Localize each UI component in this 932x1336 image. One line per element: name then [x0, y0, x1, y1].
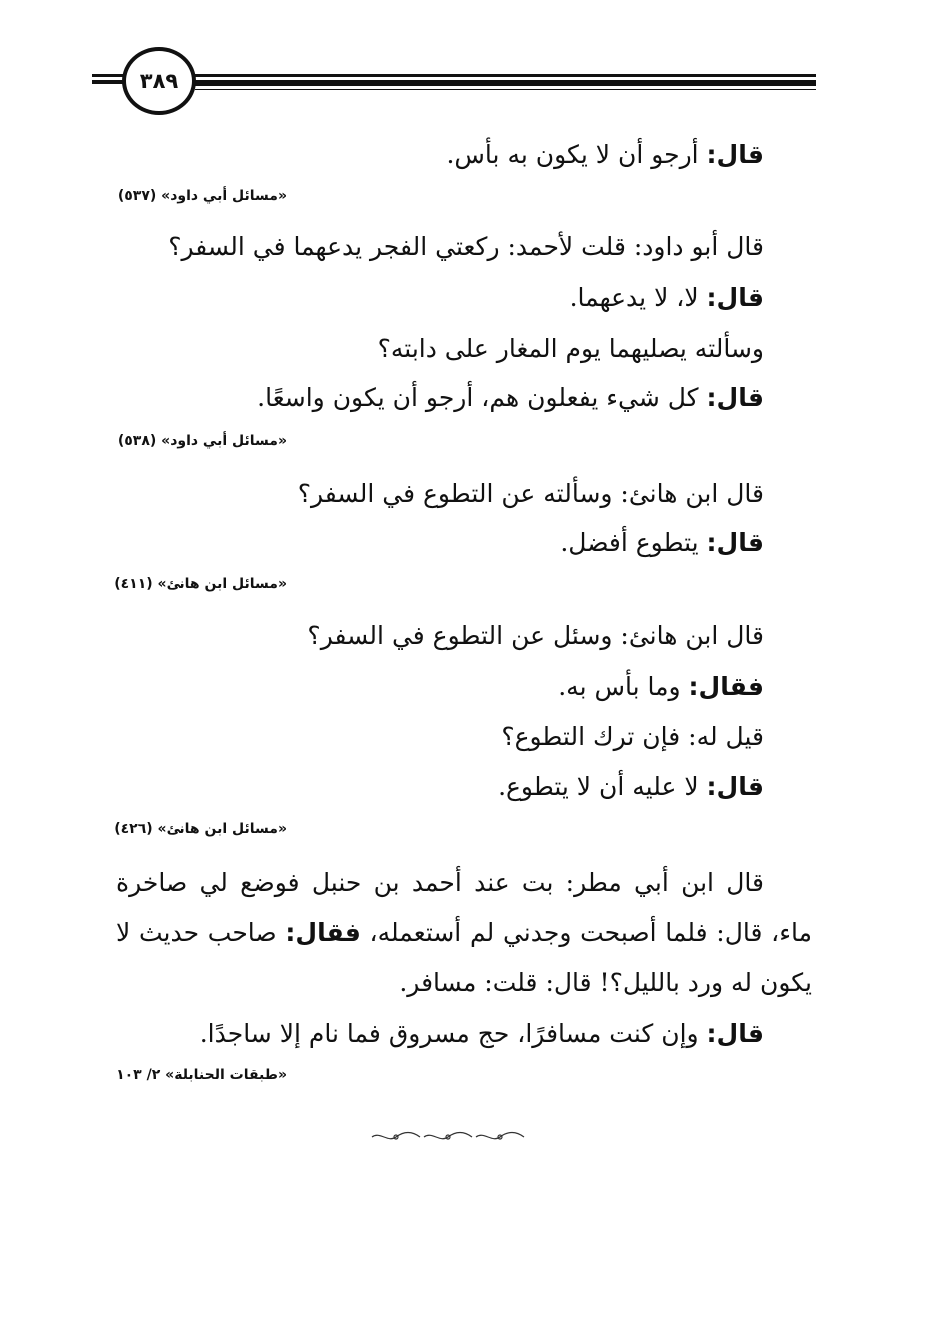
speaker-label: فقال: [285, 918, 361, 947]
line-text: لا، لا يدعهما. [569, 283, 707, 312]
speaker-label: قال: [706, 528, 764, 557]
paragraph-text: قال ابن أبي مطر: بت عند أحمد بن حنبل فوضع لي صاخرة ماء، قال: فلما أصبحت وجدني لم أستعمله، [116, 868, 813, 947]
text-line [298, 481, 764, 506]
text-line [446, 142, 764, 167]
text-line [570, 285, 764, 310]
text-line [560, 530, 764, 555]
speaker-label: فقال: [688, 672, 764, 701]
divider-ornament [370, 1130, 526, 1144]
line-text: قال ابن هانئ: وسئل عن التطوع في السفر؟ [307, 621, 764, 650]
source-citation: «مسائل أبي داود» (٥٣٧) [117, 188, 287, 204]
line-text: قال أبو داود: قلت لأحمد: ركعتي الفجر يدعهما في السفر؟ [168, 232, 764, 261]
text-line [257, 385, 764, 410]
line-text: وإن كنت مسافرًا، حج مسروق فما نام إلا ساجدًا. [199, 1019, 707, 1048]
text-line [307, 623, 764, 648]
text-line [501, 724, 764, 749]
line-text: كل شيء يفعلون هم، أرجو أن يكون واسعًا. [257, 383, 707, 412]
text-line [378, 336, 764, 361]
text-line [498, 774, 764, 799]
text-line [200, 1021, 764, 1046]
page-number: ٣٨٩ [122, 47, 196, 115]
header-rule [195, 80, 816, 86]
paragraph [116, 858, 812, 1008]
line-text: قيل له: فإن ترك التطوع؟ [501, 722, 764, 751]
text-line [168, 234, 764, 259]
header-rule [195, 74, 816, 77]
line-text: قال ابن هانئ: وسألته عن التطوع في السفر؟ [297, 479, 764, 508]
source-citation: «مسائل أبي داود» (٥٣٨) [117, 433, 287, 449]
speaker-label: قال: [706, 383, 764, 412]
page-header [0, 0, 932, 130]
speaker-label: قال: [706, 1019, 764, 1048]
source-citation: «طبقات الحنابلة» ٢/ ١٠٣ [116, 1067, 287, 1083]
speaker-label: قال: [706, 772, 764, 801]
header-rule [195, 89, 816, 90]
source-citation: «مسائل ابن هانئ» (٤١١) [114, 576, 287, 592]
line-text: يتطوع أفضل. [560, 528, 707, 557]
speaker-label: قال: [706, 283, 764, 312]
paragraph-text: صاحب حديث لا يكون له ورد بالليل؟! قال: قلت: مسافر. [116, 918, 812, 997]
line-text: وسألته يصليهما يوم المغار على دابته؟ [377, 334, 764, 363]
line-text: أرجو أن لا يكون به بأس. [446, 140, 707, 169]
header-rule-left [92, 80, 124, 84]
speaker-label: قال: [706, 140, 764, 169]
text-line [558, 674, 764, 699]
header-rule-left [92, 74, 124, 77]
source-citation: «مسائل ابن هانئ» (٤٢٦) [114, 821, 287, 837]
line-text: وما بأس به. [558, 672, 689, 701]
line-text: لا عليه أن لا يتطوع. [498, 772, 707, 801]
